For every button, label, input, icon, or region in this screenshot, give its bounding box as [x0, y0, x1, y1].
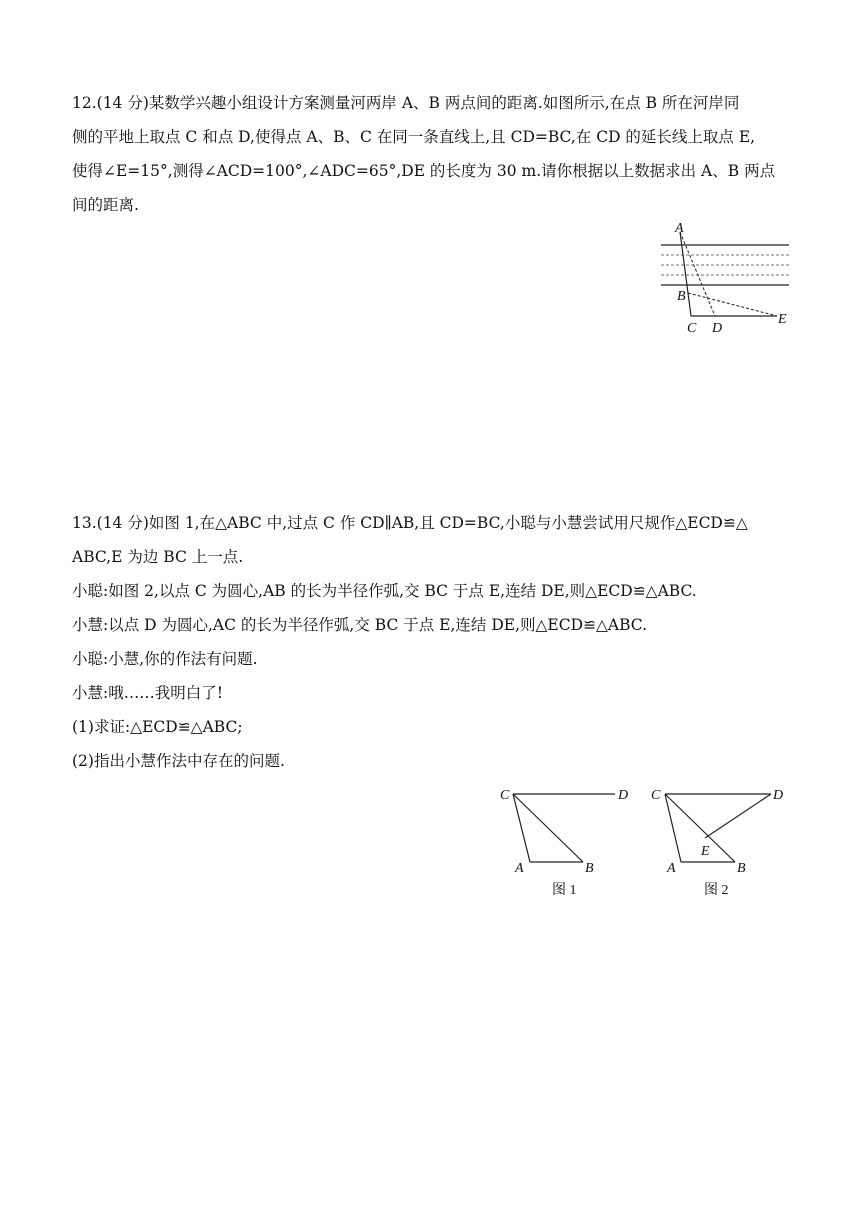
q13-line-4: 小慧:以点 D 为圆心,AC 的长为半径作弧,交 BC 于点 E,连结 DE,则△ECD≌△ABC.: [72, 616, 648, 634]
q12-label-d: D: [712, 321, 723, 336]
q13-figure-1: [495, 780, 640, 900]
q12-line-4: 间的距离.: [72, 196, 139, 214]
fig2-label-e: E: [701, 844, 710, 859]
q12-label-a: A: [675, 221, 684, 236]
q12-line-2: 侧的平地上取点 C 和点 D,使得点 A、B、C 在同一条直线上,且 CD=BC,在 CD 的延长线上取点 E,: [72, 128, 756, 146]
q12-label-e: E: [778, 312, 787, 327]
q13-line-6: 小慧:哦……我明白了!: [72, 684, 223, 702]
q12-line-3: 使得∠E=15°,测得∠ACD=100°,∠ADC=65°,DE 的长度为 30 m.请你根据以上数据求出 A、B 两点: [72, 162, 776, 180]
q13-line-7: (1)求证:△ECD≌△ABC;: [72, 718, 243, 736]
q13-line-2: ABC,E 为边 BC 上一点.: [72, 548, 244, 566]
question-13-text: [72, 506, 792, 778]
q12-line-1: 12.(14 分)某数学兴趣小组设计方案测量河两岸 A、B 两点间的距离.如图所示,在点 B 所在河岸同: [72, 94, 740, 112]
q13-line-8: (2)指出小慧作法中存在的问题.: [72, 752, 285, 770]
fig2-label-b: B: [737, 861, 746, 876]
fig1-label-a: A: [515, 861, 524, 876]
q13-figure-2: [645, 780, 795, 900]
q13-line-3: 小聪:如图 2,以点 C 为圆心,AB 的长为半径作弧,交 BC 于点 E,连结 DE,则△ECD≌△ABC.: [72, 582, 697, 600]
fig1-label-c: C: [500, 788, 510, 803]
q12-label-c: C: [687, 321, 697, 336]
question-12-text: [72, 86, 792, 222]
q13-line-5: 小聪:小慧,你的作法有问题.: [72, 650, 258, 668]
fig2-label-a: A: [667, 861, 676, 876]
fig2-caption: 图 2: [704, 883, 729, 898]
q12-river-figure: [655, 220, 795, 340]
q13-line-1: 13.(14 分)如图 1,在△ABC 中,过点 C 作 CD∥AB,且 CD=BC,小聪与小慧尝试用尺规作△ECD≌△: [72, 514, 748, 532]
fig1-label-d: D: [618, 788, 629, 803]
fig1-label-b: B: [585, 861, 594, 876]
fig1-caption: 图 1: [552, 883, 577, 898]
fig2-label-d: D: [773, 788, 784, 803]
fig2-label-c: C: [651, 788, 661, 803]
q12-label-b: B: [677, 289, 686, 304]
